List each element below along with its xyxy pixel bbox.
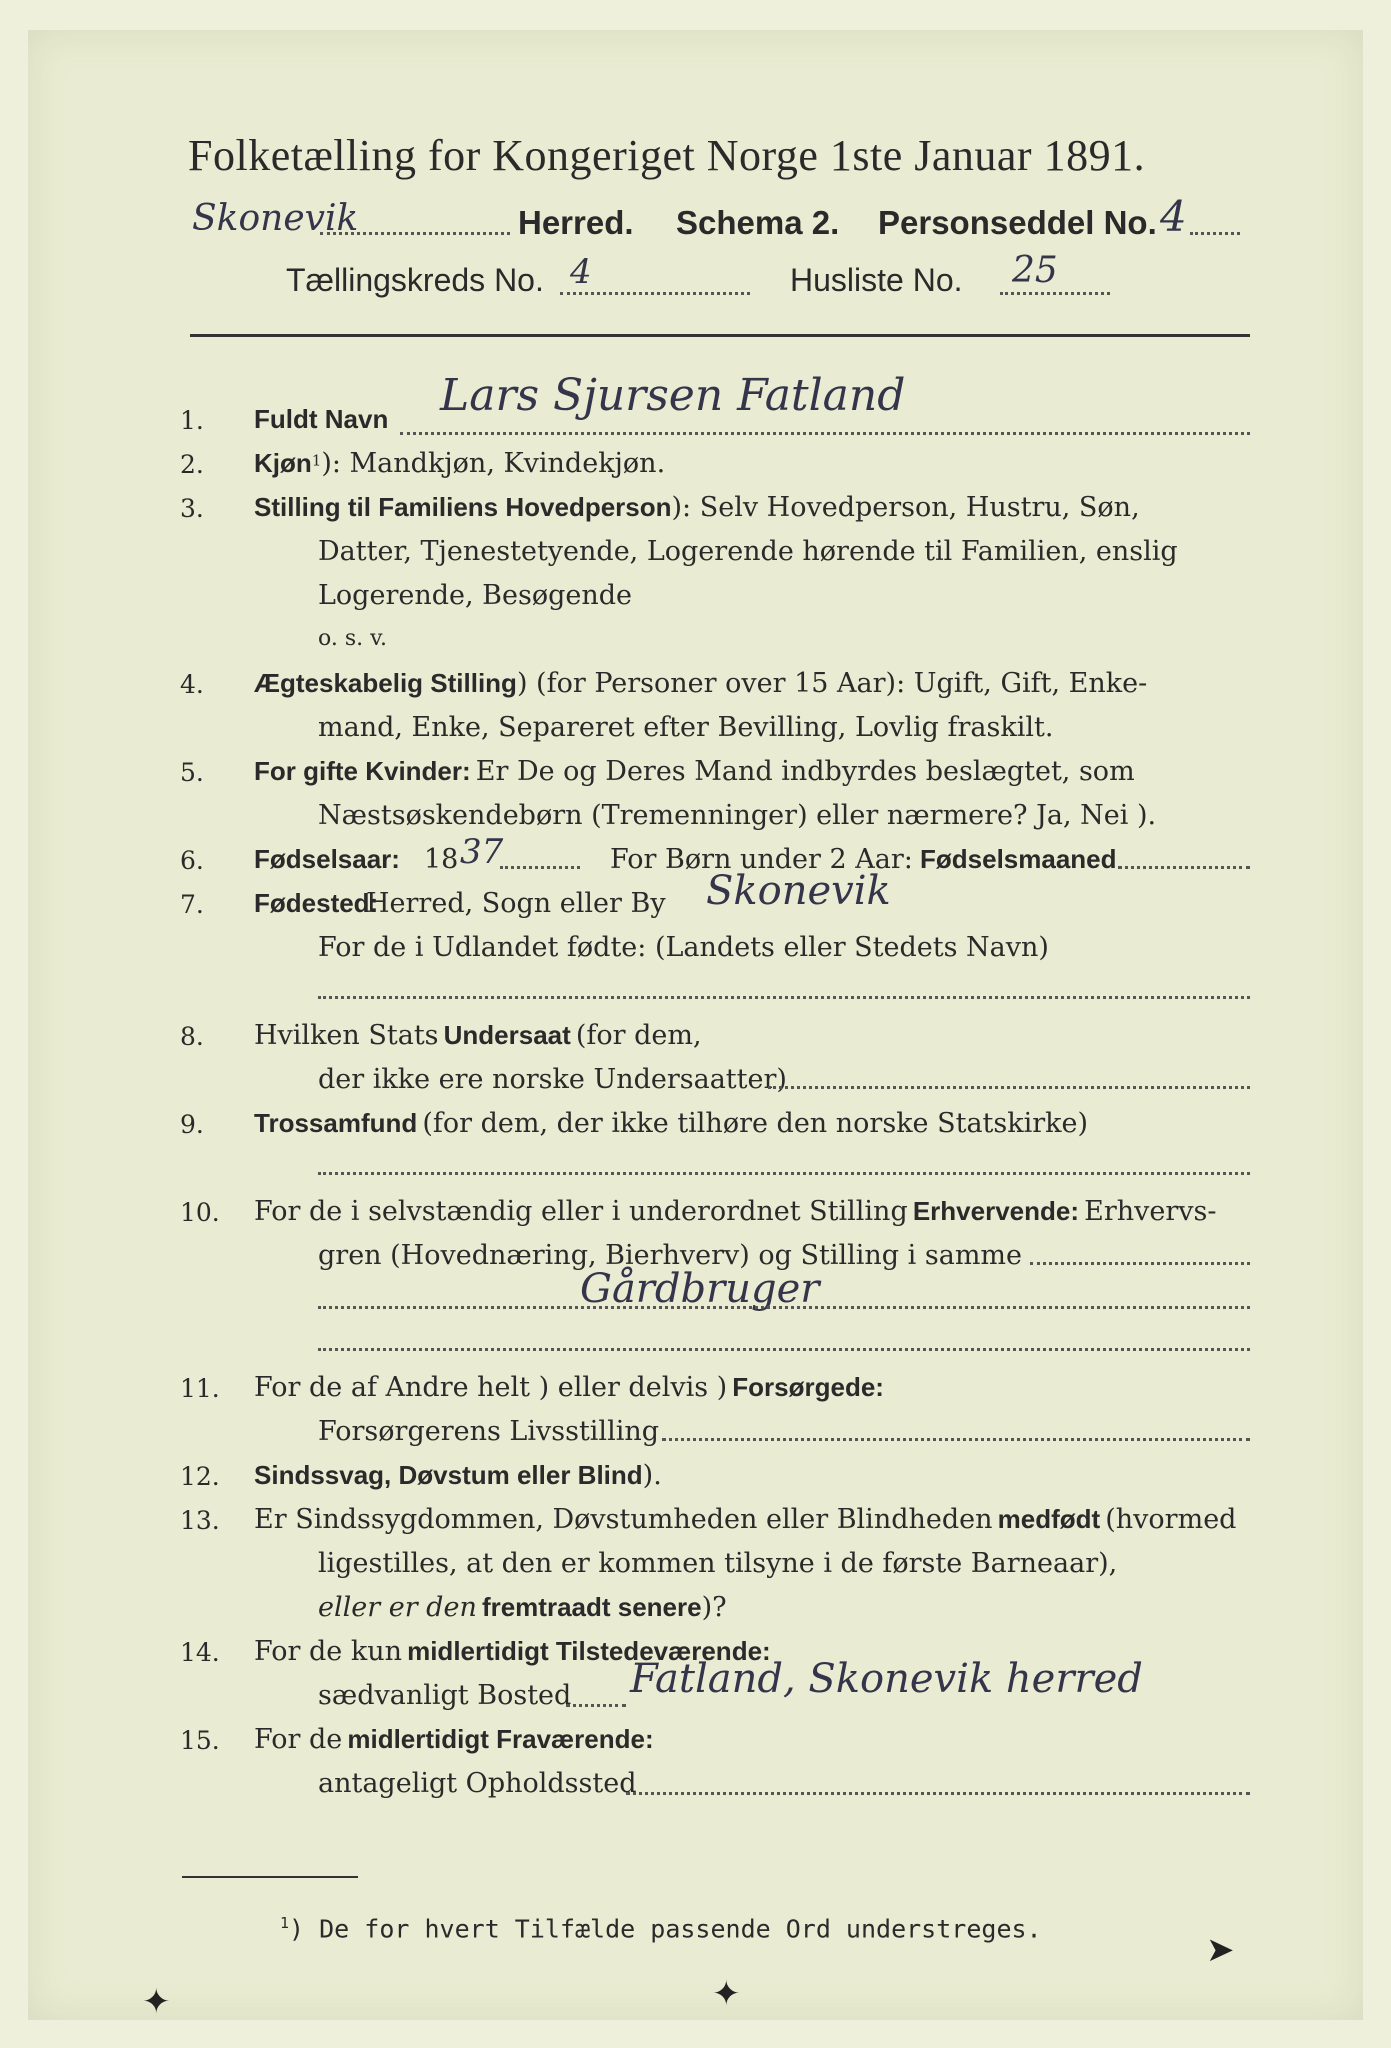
taellingskreds-value: 4 xyxy=(570,252,592,292)
item-6-label2: Fødselsmaaned xyxy=(920,844,1117,874)
herred-label: Herred. xyxy=(518,204,634,241)
schema-label: Schema 2. xyxy=(676,204,840,241)
item-10-text: Erhvervs- xyxy=(1084,1196,1217,1227)
item-12-label: Sindssvag, Døvstum eller Blind xyxy=(254,1460,643,1490)
item-3-text: ): Selv Hovedperson, Hustru, Søn, xyxy=(671,492,1140,523)
item-number: 8. xyxy=(180,1022,204,1051)
husliste-label: Husliste No. xyxy=(790,262,963,298)
item-number: 7. xyxy=(180,890,204,919)
header-rule xyxy=(190,334,1250,337)
item-10-pre: For de i selvstændig eller i underordnet Stilling xyxy=(254,1196,908,1227)
item-3-line4: o. s. v. xyxy=(318,626,387,651)
item-6-dotted-line xyxy=(500,866,580,869)
item-9-row xyxy=(254,1108,1088,1139)
item-8-pre: Hvilken Stats xyxy=(254,1020,439,1051)
item-6-century: 18 xyxy=(424,844,459,875)
item-11-label: Forsørgede: xyxy=(732,1372,884,1402)
item-15-label: midlertidigt Fraværende: xyxy=(347,1724,654,1754)
item-6-label: Fødselsaar: xyxy=(254,844,400,874)
item-5-text: Er De og Deres Mand indbyrdes beslægtet, som xyxy=(475,756,1135,787)
footnote-text: ) De for hvert Tilfælde passende Ord understreges. xyxy=(289,1914,1042,1944)
item-12-text: ). xyxy=(642,1460,662,1491)
item-15-dotted-line xyxy=(626,1792,1250,1795)
item-5-line2: Næstsøskendebørn (Tremenninger) eller nærmere? Ja, Nei ). xyxy=(318,800,1157,831)
item-13-line3-pre: eller er den xyxy=(318,1592,477,1623)
item-11-row xyxy=(254,1372,884,1403)
item-number: 6. xyxy=(180,846,204,875)
item-4-text: ) (for Personer over 15 Aar): Ugift, Gift, Enke- xyxy=(516,668,1148,699)
full-name-value: Lars Sjursen Fatland xyxy=(440,370,906,421)
item-number: 2. xyxy=(180,450,204,479)
birth-year-value: 37 xyxy=(460,832,504,872)
item-number: 3. xyxy=(180,494,204,523)
item-2-label: Kjøn xyxy=(254,448,312,478)
husliste-dotted-line xyxy=(1000,292,1110,295)
item-number: 5. xyxy=(180,758,204,787)
item-number: 11. xyxy=(180,1374,220,1403)
herred-handwritten: Skonevik xyxy=(192,198,359,239)
item-6-dotted-line2 xyxy=(1118,866,1250,869)
item-9-dotted-line xyxy=(318,1172,1250,1175)
item-14-line2: sædvanligt Bosted xyxy=(318,1680,572,1711)
item-13-line3-label: fremtraadt senere xyxy=(481,1592,702,1622)
personseddel-label: Personseddel No. xyxy=(878,204,1157,241)
item-number: 12. xyxy=(180,1462,220,1491)
item-10-line2: gren (Hovednæring, Bierhverv) og Stilling i samme xyxy=(318,1240,1023,1271)
item-4-line2: mand, Enke, Separeret efter Bevilling, Lovlig fraskilt. xyxy=(318,712,1054,743)
item-1-dotted-line xyxy=(400,432,1250,435)
birthplace-value: Skonevik xyxy=(706,868,891,914)
item-7-line2: For de i Udlandet fødte: (Landets eller Stedets Navn) xyxy=(318,932,1049,963)
item-1-label: Fuldt Navn xyxy=(254,404,389,434)
item-number: 15. xyxy=(180,1726,220,1755)
item-6-text: For Børn under 2 Aar: xyxy=(610,844,913,875)
item-10-dotted-line2 xyxy=(318,1306,1250,1309)
item-13-line3-rest: )? xyxy=(701,1592,727,1623)
item-15-row xyxy=(254,1724,654,1755)
personseddel-value: 4 xyxy=(1160,192,1187,241)
item-3-line2: Datter, Tjenestetyende, Logerende hørende til Familien, enslig xyxy=(318,536,1178,567)
item-8-text: (for dem, xyxy=(575,1020,702,1051)
item-5-label: For gifte Kvinder: xyxy=(254,756,471,786)
item-15-line2: antageligt Opholdssted xyxy=(318,1768,637,1799)
item-13-row xyxy=(254,1504,1236,1535)
item-3-line3: Logerende, Besøgende xyxy=(318,580,632,611)
item-9-text: (for dem, der ikke tilhøre den norske Statskirke) xyxy=(422,1108,1089,1139)
item-14-pre: For de kun xyxy=(254,1636,402,1667)
item-number: 10. xyxy=(180,1198,220,1227)
item-11-pre: For de af Andre helt ) eller delvis ) xyxy=(254,1372,728,1403)
item-14-label: midlertidigt Tilstedeværende: xyxy=(407,1636,771,1666)
item-8-dotted-line xyxy=(768,1086,1250,1089)
item-8-row xyxy=(254,1020,702,1051)
item-12-row xyxy=(254,1460,662,1491)
registration-mark-center: ✦ xyxy=(712,1974,741,2014)
registration-mark-right: ➤ xyxy=(1206,1930,1235,1970)
item-number: 14. xyxy=(180,1638,220,1667)
item-5-row xyxy=(254,756,1135,787)
item-13-line2: ligestilles, at den er kommen tilsyne i de første Barneaar), xyxy=(318,1548,1118,1579)
item-4-label: Ægteskabelig Stilling xyxy=(254,668,517,698)
item-13-pre: Er Sindssygdommen, Døvstumheden eller Blindheden xyxy=(254,1504,993,1535)
item-9-label: Trossamfund xyxy=(254,1108,418,1138)
item-4-row xyxy=(254,668,1147,699)
item-15-pre: For de xyxy=(254,1724,343,1755)
item-8-label: Undersaat xyxy=(443,1020,571,1050)
footnote: $^1$) De for hvert Tilfælde passende Ord understreges. xyxy=(280,1914,1042,1944)
item-number: 4. xyxy=(180,670,204,699)
occupation-value: Gårdbruger xyxy=(580,1266,820,1312)
footnote-rule xyxy=(182,1876,358,1878)
item-2-row xyxy=(254,448,665,479)
item-number: 9. xyxy=(180,1110,204,1139)
item-7-label: Fødested: xyxy=(254,888,379,918)
husliste-value: 25 xyxy=(1012,250,1058,291)
taellingskreds-label: Tællingskreds No. xyxy=(286,262,544,298)
item-number: 13. xyxy=(180,1506,220,1535)
item-10-dotted-line xyxy=(1030,1262,1250,1265)
form-title: Folketælling for Kongeriget Norge 1ste Januar 1891. xyxy=(188,131,1146,180)
item-7-dotted-line xyxy=(318,996,1250,999)
item-7-text: Herred, Sogn eller By xyxy=(366,888,666,919)
taellingskreds-dotted-line xyxy=(560,292,750,295)
item-13-text: (hvormed xyxy=(1105,1504,1237,1535)
item-10-row xyxy=(254,1196,1217,1227)
usual-residence-value: Fatland, Skonevik herred xyxy=(630,1656,1143,1702)
registration-mark-left: ✦ xyxy=(142,1982,171,2022)
item-13-label: medfødt xyxy=(997,1504,1101,1534)
herred-dotted-line xyxy=(320,232,510,235)
item-11-dotted-line xyxy=(662,1438,1250,1441)
item-11-line2: Forsørgerens Livsstilling xyxy=(318,1416,660,1447)
item-14-dotted-line xyxy=(566,1704,626,1707)
item-10-label: Erhvervende: xyxy=(912,1196,1080,1226)
item-3-row xyxy=(254,492,1140,523)
personseddel-dotted-line xyxy=(1190,232,1240,235)
item-2-text: ): Mandkjøn, Kvindekjøn. xyxy=(321,448,666,479)
item-number: 1. xyxy=(180,406,204,435)
item-13-line3 xyxy=(318,1592,727,1623)
item-10-dotted-line3 xyxy=(318,1348,1250,1351)
item-2-footnote-mark: 1 xyxy=(311,451,322,470)
item-8-line2: der ikke ere norske Undersaatter) xyxy=(318,1064,787,1095)
item-3-label: Stilling til Familiens Hovedperson xyxy=(254,492,672,522)
